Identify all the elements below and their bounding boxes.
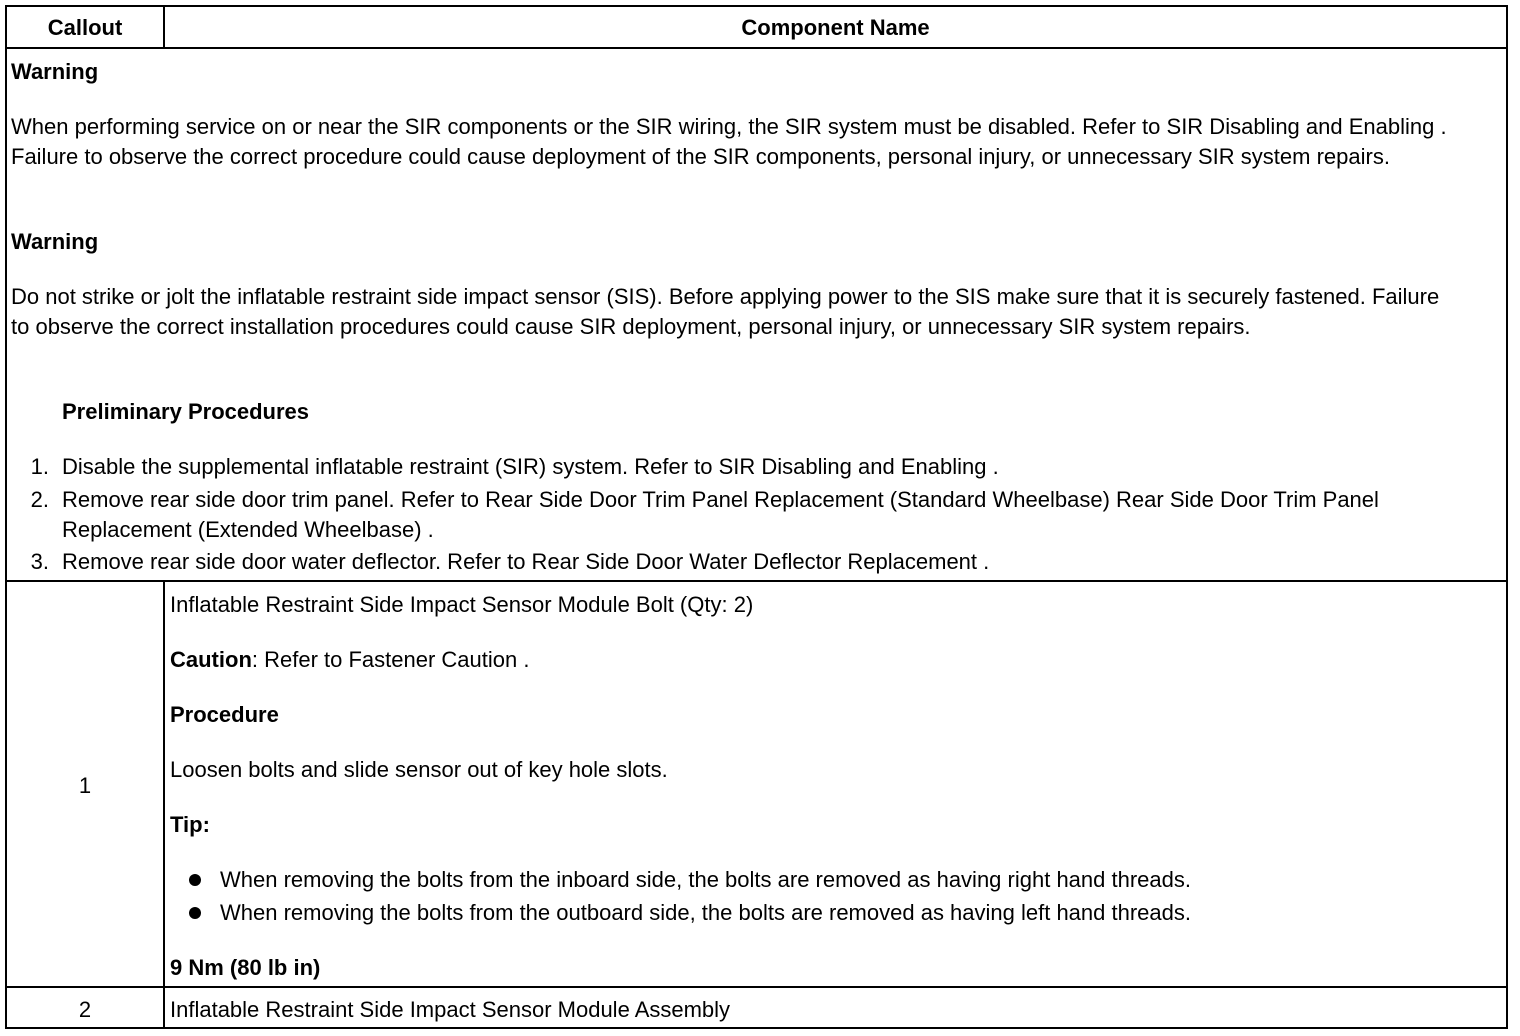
component-table [5,5,1508,1029]
warning-1-title: Warning [11,59,99,84]
header-component-name: Component Name [741,15,930,40]
tip-1-bullet-icon [189,874,201,886]
row-1-component-name: Inflatable Restraint Side Impact Sensor Module Bolt (Qty: 2) [170,592,754,617]
row-1-bottom-rule [7,986,1506,988]
caution-text: : Refer to Fastener Caution . [251,647,530,672]
row-1-callout: 1 [78,773,92,798]
step-1-number: 1. [30,454,49,479]
step-1-text: Disable the supplemental inflatable restraint (SIR) system. Refer to SIR Disabling and Enabling . [62,454,999,479]
preliminary-procedures-title: Preliminary Procedures [62,399,310,424]
row-1-caution [170,645,529,675]
tip-2-text: When removing the bolts from the outboard side, the bolts are removed as having left hand threads. [220,900,1191,925]
row-1-procedure-title: Procedure [170,702,279,727]
warning-2-title: Warning [11,229,99,254]
tip-1-text: When removing the bolts from the inboard side, the bolts are removed as having right hand threads. [220,867,1191,892]
row-1-procedure-text: Loosen bolts and slide sensor out of key hole slots. [170,757,668,782]
warning-1-text: When performing service on or near the SIR components or the SIR wiring, the SIR system must be disabled. Refer to SIR Disabling and Enabling . Failure to observe the correct procedure could cause deployment of the SIR components, personal injury, or unnecessary SIR system repairs. [11,114,1447,169]
row-1-divider [163,581,165,987]
step-3-number: 3. [30,549,49,574]
row-2-callout: 2 [78,997,92,1022]
step-3-text: Remove rear side door water deflector. Refer to Rear Side Door Water Deflector Replacement . [62,549,990,574]
row-1-tip-title: Tip: [170,812,210,837]
header-bottom-rule [7,47,1506,49]
row-1-torque: 9 Nm (80 lb in) [170,955,321,980]
preface-bottom-rule [7,580,1506,582]
row-2-divider [163,987,165,1029]
header-callout: Callout [47,15,123,40]
step-2-text: Remove rear side door trim panel. Refer to Rear Side Door Trim Panel Replacement (Standard Wheelbase) Rear Side Door Trim Panel Replacement (Extended Wheelbase) . [62,487,1379,542]
step-2-number: 2. [30,487,49,512]
warning-2-text: Do not strike or jolt the inflatable restraint side impact sensor (SIS). Before applying power to the SIS make sure that it is securely fastened. Failure to observe the correct installation procedures could cause SIR deployment, personal injury, or unnecessary SIR system repairs. [11,284,1440,339]
row-2-component-name: Inflatable Restraint Side Impact Sensor Module Assembly [170,997,731,1022]
tip-2-bullet-icon [189,907,201,919]
caution-label: Caution [170,647,252,672]
